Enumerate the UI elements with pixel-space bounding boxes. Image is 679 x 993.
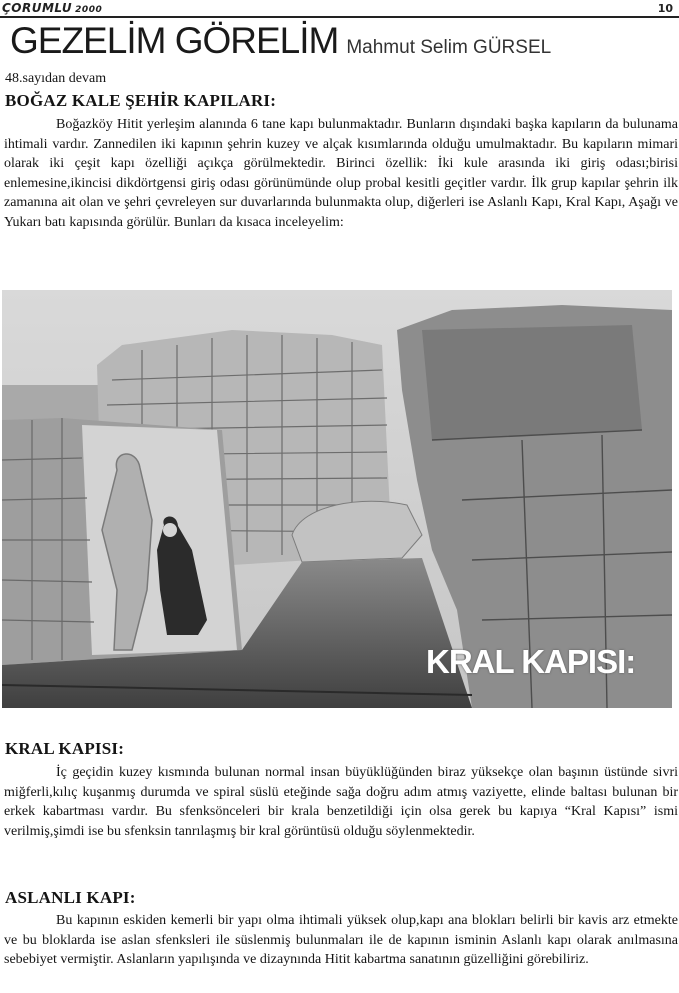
magazine-name: ÇORUMLU [2, 1, 73, 15]
section-heading-kings-gate: KRAL KAPISI: [5, 739, 125, 758]
article-title: GEZELİM GÖRELİM [10, 20, 339, 61]
section-body: Boğazköy Hitit yerleşim alanında 6 tane kapı bulunmaktadır. Bunların dışındaki başka kapıların da bulunama ihtimali vardır. Zannedilen iki kapının şehrin kuzey ve alçak kısımlarında olduğu umulmaktadır. Bu kapıların mimari olarak iki çeşit kapı özelliği açıkça görülmektedir. Birinci özellik: İki kule arasında iki giriş odası;birisi enlemesine,ikincisi dikdörtgensi giriş odası görünümünde olup probal kesitli geçitler vardır. İlk grup kapılar şehrin ilk zamanına ait olan ve şehri çevreleyen sur duvarlarında bulunmakta olup, diğerleri ise Aslanlı Kapı, Kral Kapı, Aşağı ve Yukarı batı kapısında görülür. Bunları da kısaca inceleyelim: [4, 117, 678, 230]
article-title-block [10, 20, 551, 62]
section-text-lion-gate [4, 911, 678, 970]
section-body: Bu kapının eskiden kemerli bir yapı olma ihtimali yüksek olup,kapı ana blokları belirli bir kavis arz etmekte ve bu bloklarda ise aslan sfenksleri ile süslenmiş bulunmaları ile de kapının isminin Aslanlı kapı olarak anılmasına sebebiyet vermiştir. Aslanların yapılışında ve dizaynında Hitit kabartma sanatının güzelliğini görebiliriz. [4, 913, 678, 967]
header-rule [0, 16, 679, 18]
article-author: Mahmut Selim GÜRSEL [346, 37, 552, 58]
section-text-kings-gate [4, 763, 678, 841]
section-heading-city-gates: BOĞAZ KALE ŞEHİR KAPILARI: [5, 91, 277, 110]
lintel-stone [422, 325, 642, 440]
magazine-year: 2000 [75, 5, 103, 15]
page-number: 10 [657, 2, 673, 15]
section-text-city-gates [4, 115, 678, 232]
magazine-masthead [2, 1, 102, 15]
photo-caption: KRAL KAPISI: [426, 643, 636, 680]
section-body: İç geçidin kuzey kısmında bulunan normal insan büyüklüğünden biraz yüksekçe olan başının üstünde sivri miğferli,kılıç kuşanmış durumda ve spiral süslü eteğinde sağa doğru adım atmış vaziyette, elinde baltası bulunan bir erkek kabartması vardır. Bu sfenksönceleri bir krala benzetildiği için olsa gerek bu kapıya “Kral Kapısı” ismi verilmiş,şimdi ise bu sfenksin tanrılaşmış bir kral görüntüsü olduğu söylenmektedir. [4, 765, 678, 839]
woman-headscarf [163, 523, 177, 537]
continued-note: 48.sayıdan devam [5, 71, 107, 86]
section-heading-lion-gate: ASLANLI KAPI: [5, 888, 136, 907]
